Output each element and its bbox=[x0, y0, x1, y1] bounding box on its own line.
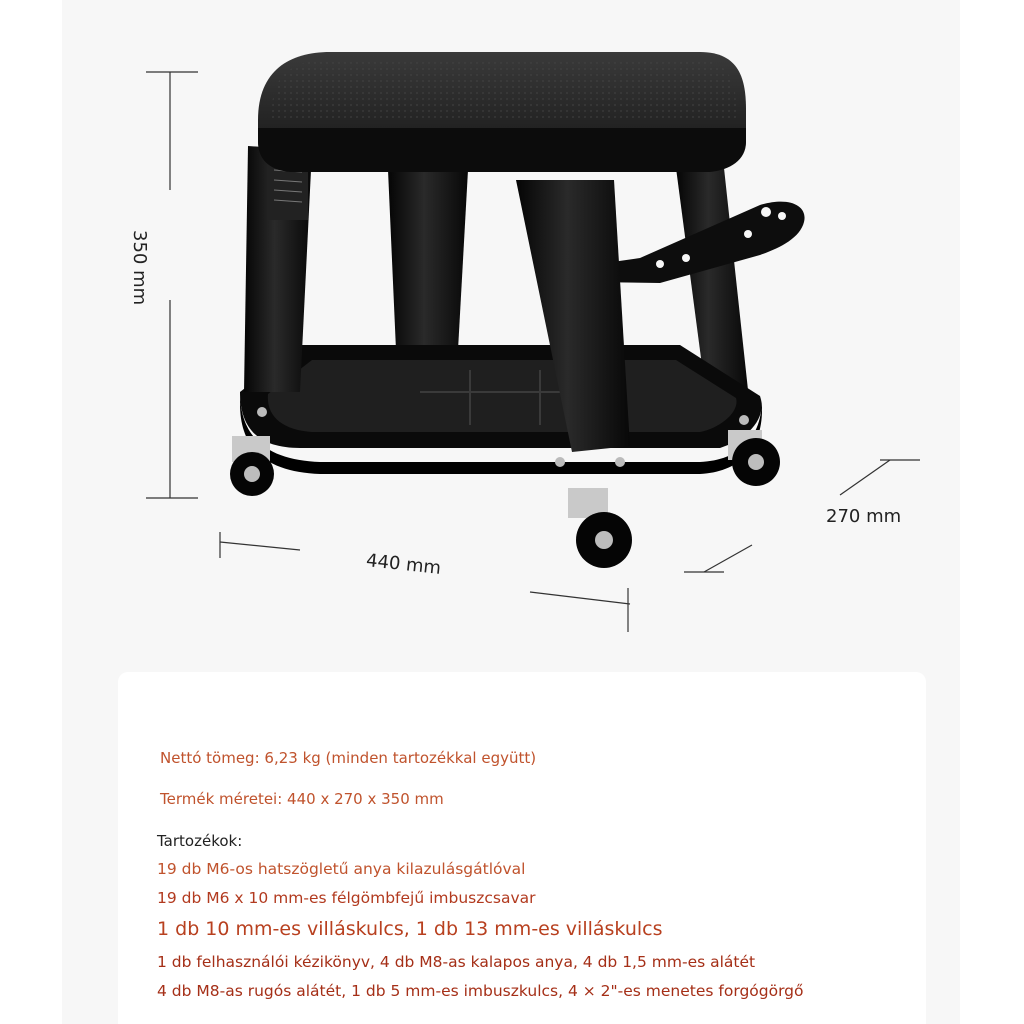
product-size-text: Termék méretei: 440 x 270 x 350 mm bbox=[160, 790, 444, 808]
caster-back-right bbox=[728, 430, 780, 486]
accessory-item: 19 db M6-os hatszögletű anya kilazulásgátlóval bbox=[157, 860, 526, 878]
caster-front-left bbox=[230, 436, 274, 496]
accessory-item: 1 db 10 mm-es villáskulcs, 1 db 13 mm-es villáskulcs bbox=[157, 918, 663, 940]
seat bbox=[258, 52, 746, 172]
accessories-heading: Tartozékok: bbox=[157, 832, 243, 850]
accessory-item: 4 db M8-as rugós alátét, 1 db 5 mm-es imbuszkulcs, 4 × 2"-es menetes forgógörgő bbox=[157, 982, 804, 1000]
net-weight-text: Nettó tömeg: 6,23 kg (minden tartozékkal együtt) bbox=[160, 749, 537, 767]
caster-front-right bbox=[568, 488, 632, 568]
height-dimension-label: 350 mm bbox=[129, 230, 150, 306]
casters bbox=[230, 430, 780, 568]
accessory-item: 1 db felhasználói kézikönyv, 4 db M8-as kalapos anya, 4 db 1,5 mm-es alátét bbox=[157, 953, 756, 971]
accessory-item: 19 db M6 x 10 mm-es félgömbfejű imbuszcsavar bbox=[157, 889, 536, 907]
lower-shelf bbox=[240, 345, 762, 474]
width-dimension-label: 440 mm bbox=[365, 550, 443, 579]
depth-dimension-label: 270 mm bbox=[826, 506, 902, 527]
